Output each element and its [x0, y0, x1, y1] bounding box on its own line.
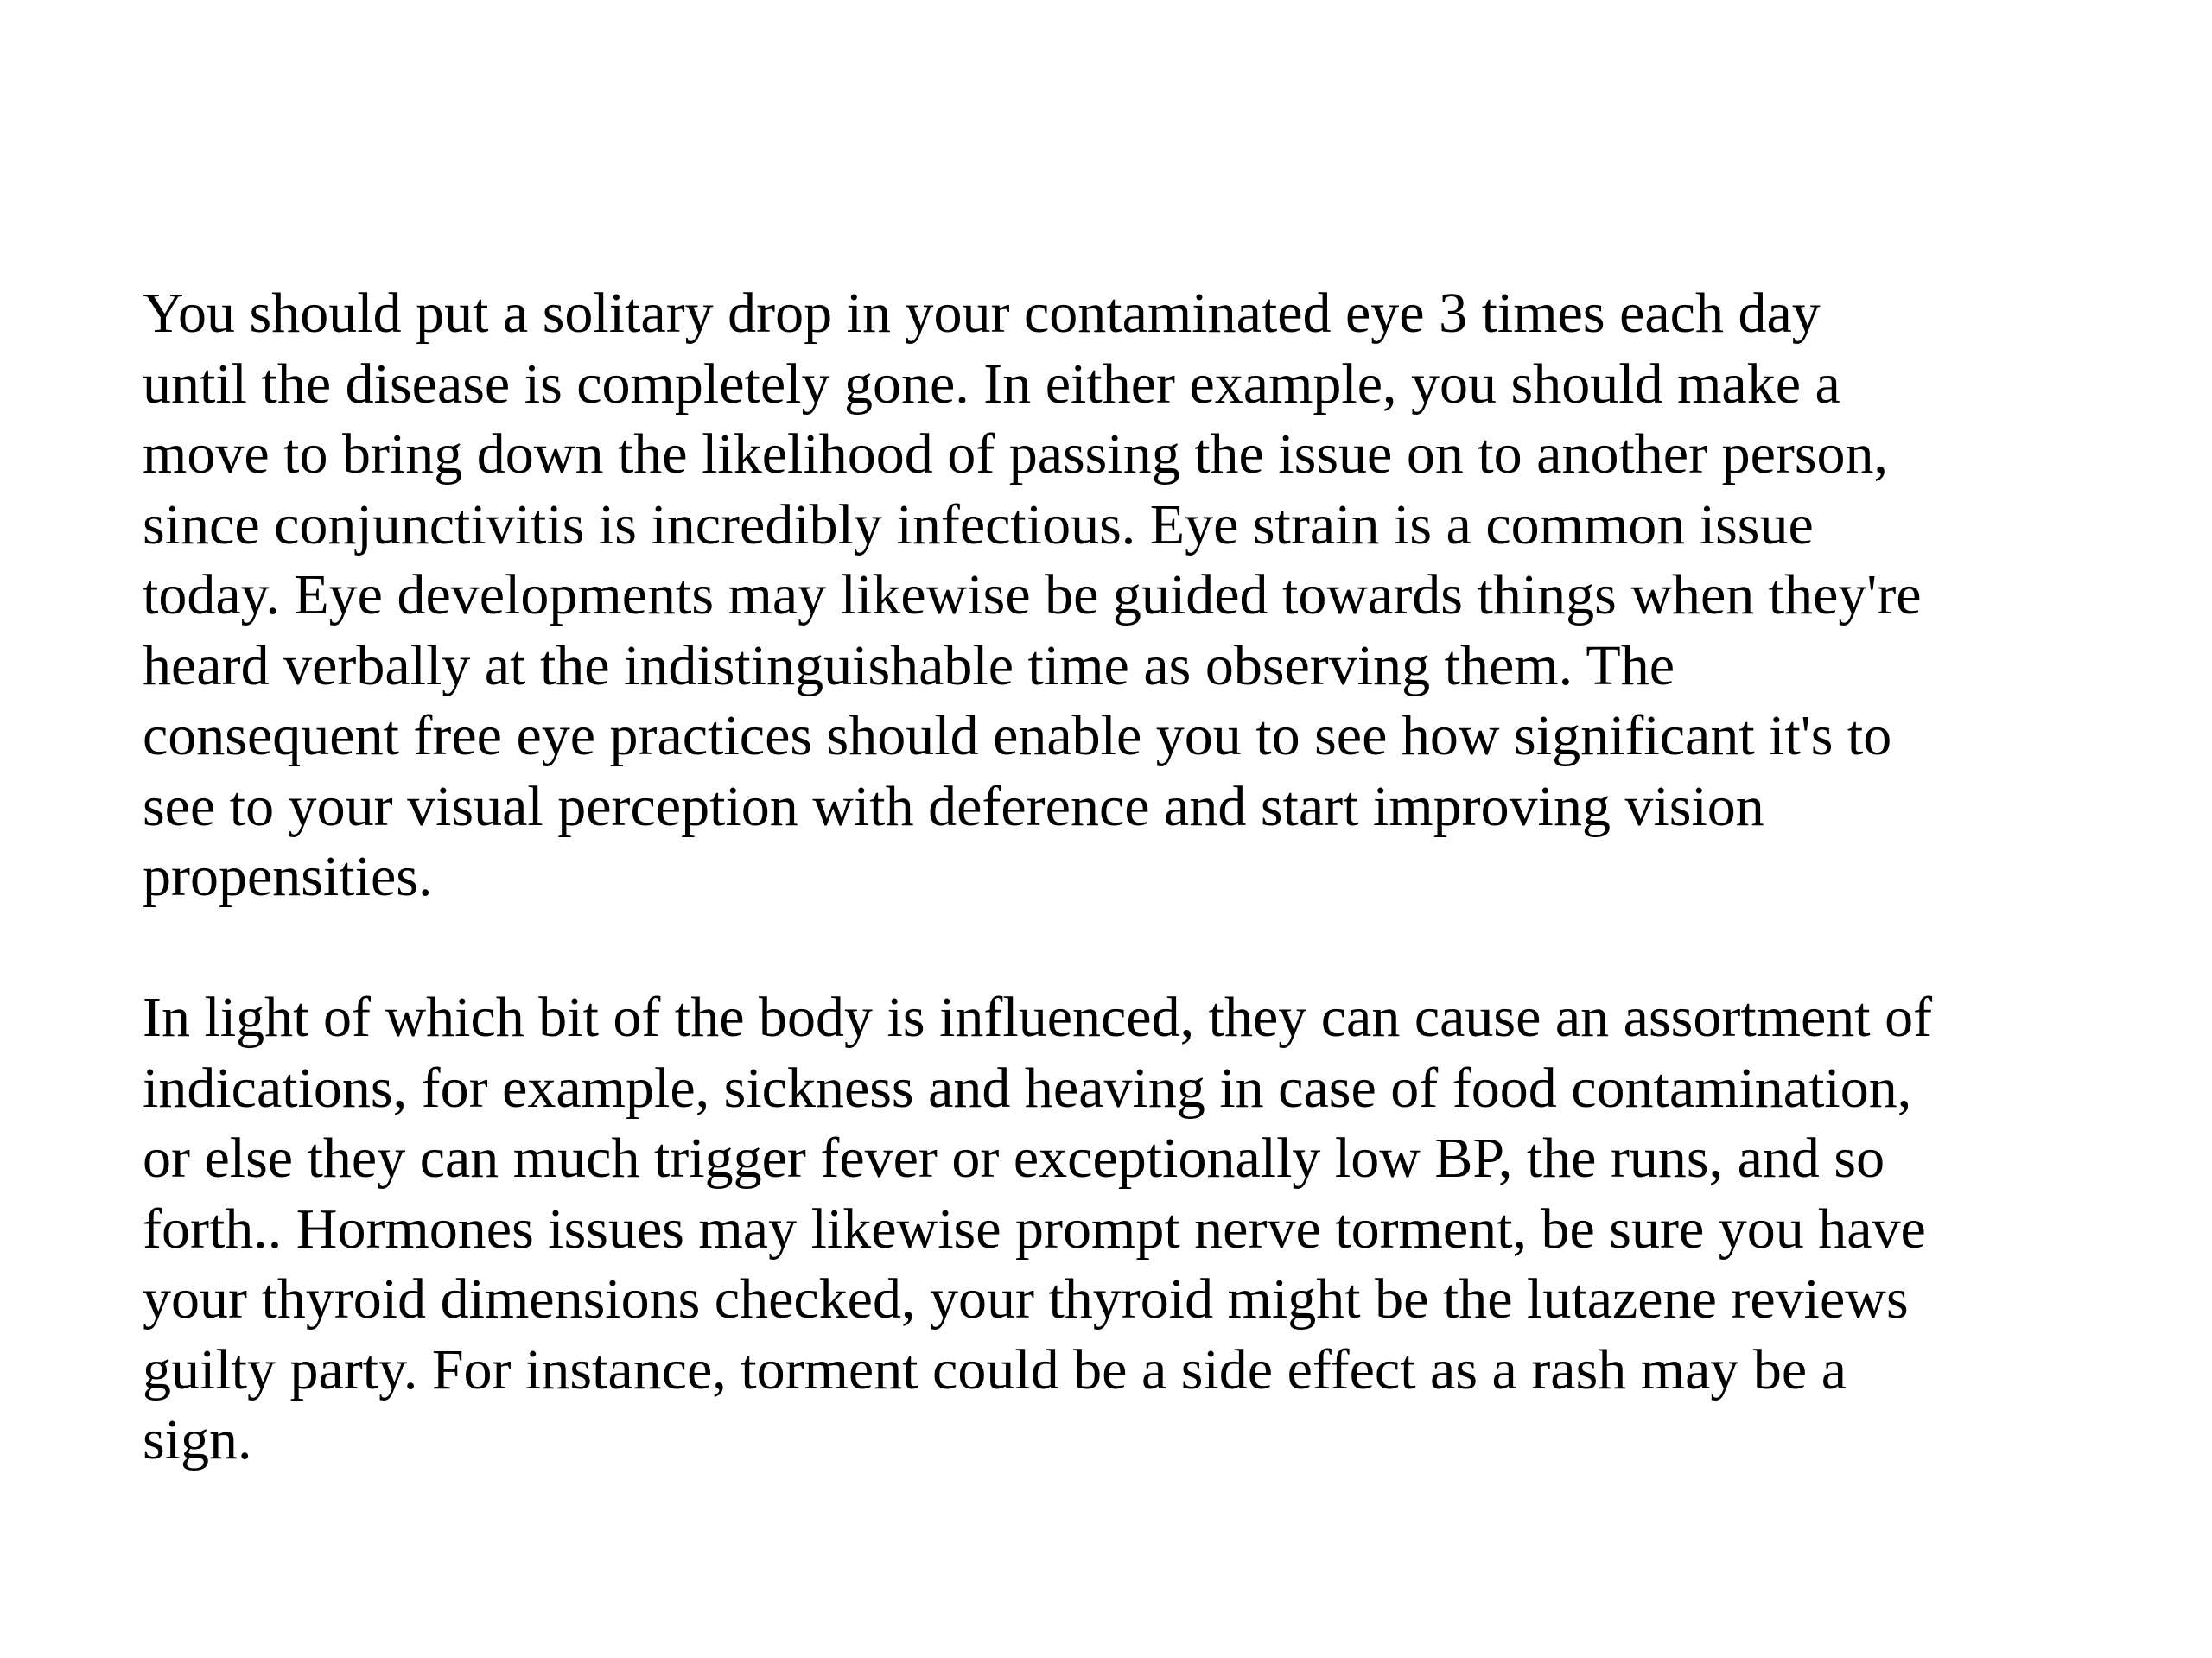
paragraph-2 — [143, 982, 2156, 1476]
document-body — [143, 278, 2156, 1476]
paragraph-line: sign. — [143, 1408, 252, 1471]
paragraph-line: consequent free eye practices should enable you to see how significant it's to — [143, 704, 1892, 767]
paragraph-line: since conjunctivitis is incredibly infectious. Eye strain is a common issue — [143, 492, 1814, 556]
paragraph-line: or else they can much trigger fever or exceptionally low BP, the runs, and so — [143, 1127, 1885, 1190]
paragraph-line: move to bring down the likelihood of passing the issue on to another person, — [143, 422, 1889, 486]
paragraph-line: guilty party. For instance, torment could be a side effect as a rash may be a — [143, 1337, 1847, 1401]
paragraph-line: In light of which bit of the body is influenced, they can cause an assortment of — [143, 986, 1933, 1049]
paragraph-line: You should put a solitary drop in your contaminated eye 3 times each day — [143, 282, 1821, 345]
paragraph-line: today. Eye developments may likewise be guided towards things when they're — [143, 563, 1922, 626]
paragraph-line: your thyroid dimensions checked, your thyroid might be the lutazene reviews — [143, 1267, 1909, 1331]
paragraph-line: see to your visual perception with deference and start improving vision — [143, 774, 1764, 838]
paragraph-1 — [143, 278, 2156, 912]
paragraph-line: propensities. — [143, 845, 433, 908]
paragraph-line: forth.. Hormones issues may likewise prompt nerve torment, be sure you have — [143, 1197, 1926, 1261]
paragraph-line: heard verbally at the indistinguishable time as observing them. The — [143, 633, 1675, 697]
paragraph-line: until the disease is completely gone. In either example, you should make a — [143, 352, 1840, 416]
paragraph-line: indications, for example, sickness and heaving in case of food contamination, — [143, 1056, 1912, 1120]
